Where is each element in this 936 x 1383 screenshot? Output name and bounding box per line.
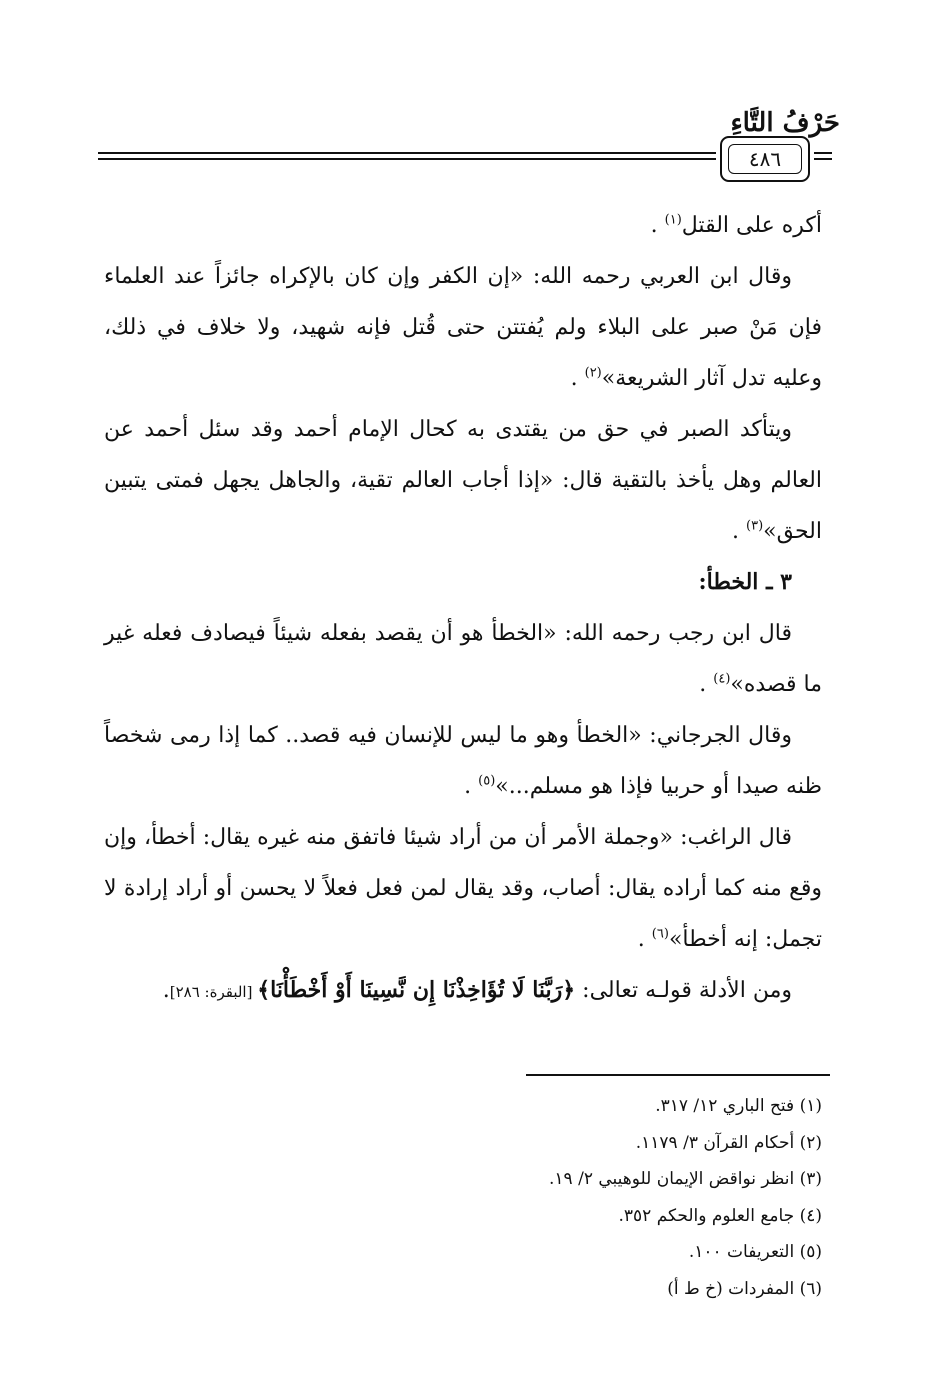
body-paragraph <box>104 404 822 557</box>
body-paragraph <box>104 608 822 710</box>
paragraph-text: . <box>699 672 714 697</box>
header-rule <box>98 152 716 154</box>
header-rule <box>98 158 716 160</box>
page-number-frame-inner <box>728 144 802 174</box>
paragraph-text: . <box>162 978 170 1003</box>
quran-verse: ﴿رَبَّنَا لَا تُؤَاخِذْنَا إِن نَّسِينَا أَوْ أَخْطَأْنَا﴾ <box>257 977 576 1003</box>
paragraph-text: . <box>464 774 479 799</box>
chapter-title: حَرْفُ التَّاءِ <box>730 108 840 138</box>
footnote-item: (٥) التعريفات ١٠٠. <box>688 1242 822 1262</box>
footnote-reference: (٤) <box>713 671 731 687</box>
paragraph-text: . <box>637 927 652 952</box>
body-paragraph <box>104 251 822 404</box>
paragraph-text: ومن الأدلة قولـه تعالى: <box>575 978 792 1003</box>
paragraph-text: قال الراغب: «وجملة الأمر أن من أراد شيئا فاتفق منه غيره يقال: أخطأ، وإن وقع منه كما أراده يقال: أصاب، وقد يقال لمن فعل فعلاً لا يحسن أو أراد إرادة لا تجمل: إنه أخطأ» <box>104 825 822 952</box>
footnote-item: (٦) المفردات (خ ط أ) <box>667 1278 822 1299</box>
body-paragraph <box>104 965 822 1018</box>
section-heading <box>104 557 822 608</box>
footnote-reference: (٦) <box>651 926 669 942</box>
paragraph-text: أكره على القتل <box>681 213 822 238</box>
paragraph-text: . <box>570 366 585 391</box>
page-number-frame <box>720 136 810 182</box>
body-paragraph <box>104 812 822 965</box>
paragraph-text: ٣ ـ الخطأ: <box>698 569 792 595</box>
footnote-reference: (٢) <box>584 365 602 381</box>
footnote-item: (٤) جامع العلوم والحكم ٣٥٢. <box>618 1205 822 1226</box>
header-rule-short <box>814 158 832 160</box>
paragraph-text: وقال الجرجاني: «الخطأ وهو ما ليس للإنسان فيه قصد.. كما إذا رمى شخصاً ظنه صيدا أو حربيا فإذا هو مسلم...» <box>104 723 822 799</box>
page-number: ٤٨٦ <box>748 147 782 171</box>
paragraph-text: ويتأكد الصبر في حق من يقتدى به كحال الإمام أحمد وقد سئل أحمد عن العالم وهل يأخذ بالتقية قال: «إذا أجاب العالم تقية، والجاهل يجهل فمتى يتبين الحق» <box>104 417 822 544</box>
body-text <box>104 200 822 1018</box>
footnote-reference: (١) <box>664 212 682 228</box>
footnotes <box>122 1088 822 1307</box>
paragraph-text: قال ابن رجب رحمه الله: «الخطأ هو أن يقصد بفعله شيئاً فيصادف فعله غير ما قصده» <box>104 621 822 697</box>
footnote-item: (٢) أحكام القرآن ٣/ ١١٧٩. <box>635 1132 822 1153</box>
paragraph-text: . <box>650 213 665 238</box>
footnote-reference: (٣) <box>746 518 764 534</box>
body-paragraph <box>104 200 822 251</box>
footnote-divider <box>526 1074 830 1076</box>
paragraph-text: وقال ابن العربي رحمه الله: «إن الكفر وإن كان بالإكراه جائزاً عند العلماء فإن مَنْ صبر على البلاء ولم يُفتتن حتى قُتل فإنه شهيد، ولا خلاف في ذلك، وعليه تدل آثار الشريعة» <box>104 264 822 391</box>
body-paragraph <box>104 710 822 812</box>
footnote-item: (٣) انظر نواقض الإيمان للوهيبي ٢/ ١٩. <box>549 1169 822 1189</box>
header-rule-short <box>814 152 832 154</box>
paragraph-text: . <box>732 519 747 544</box>
footnote-item: (١) فتح الباري ١٢/ ٣١٧. <box>655 1096 822 1116</box>
verse-citation: [البقرة: ٢٨٦] <box>169 983 258 1001</box>
footnote-reference: (٥) <box>478 773 496 789</box>
